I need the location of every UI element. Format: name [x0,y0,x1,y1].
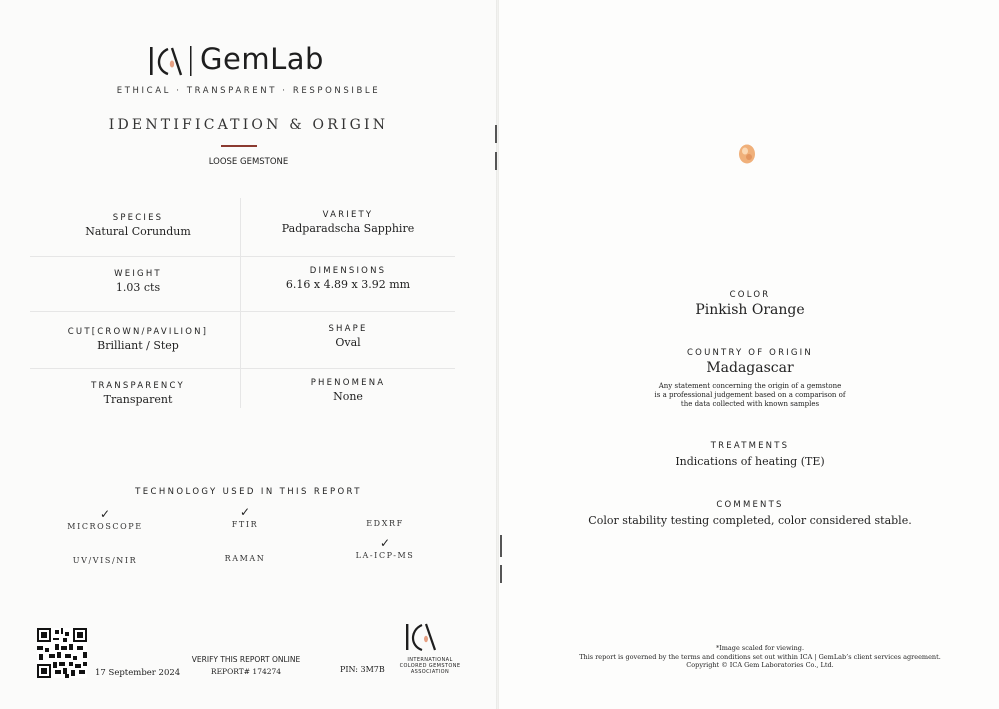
variety-field [243,210,453,235]
binding-mark [500,565,502,583]
origin-value: Madagascar [706,360,794,376]
color-value: Pinkish Orange [695,302,805,318]
transparency-field [33,381,243,406]
ica-logo-icon [148,44,194,78]
page-fold [496,0,499,709]
footnote-line: Copyright © ICA Gem Laboratories Co., Ltd. [686,661,834,669]
origin-note: the data collected with known samples [680,400,820,408]
comments-section [570,500,930,527]
grid-divider [30,311,455,312]
field-label: CUT[CROWN/PAVILION] [67,327,209,337]
field-label: VARIETY [322,210,374,220]
field-label: TRANSPARENCY [91,381,185,391]
color-label: COLOR [729,290,771,300]
tech-raman: RAMAN [224,554,266,563]
association-line: ASSOCIATION [410,669,450,675]
field-value: Oval [335,336,361,349]
treatments-label: TREATMENTS [710,441,790,451]
verify-block [176,655,316,676]
origin-section [570,348,930,409]
footnote-line: *Image scaled for viewing. [715,644,805,652]
origin-note: Any statement concerning the origin of a gemstone [658,382,842,390]
document-title: IDENTIFICATION & ORIGIN [108,117,389,133]
field-value: 1.03 cts [115,281,161,294]
treatments-value: Indications of heating (TE) [675,455,825,468]
shape-field [243,324,453,349]
pin-code: PIN: 3M7B [340,665,385,674]
field-value: Transparent [103,393,173,406]
field-value: 6.16 x 4.89 x 3.92 mm [285,278,411,291]
tech-edxrf: EDXRF [366,519,404,528]
weight-field [33,269,243,294]
binding-mark [500,535,502,557]
check-icon: ✓ [99,507,111,521]
color-section [570,290,930,318]
technology-title: TECHNOLOGY USED IN THIS REPORT [135,487,362,497]
title-divider [221,145,257,147]
tech-microscope: MICROSCOPE [67,522,143,531]
field-value: Brilliant / Step [97,339,179,352]
check-icon: ✓ [379,536,391,550]
field-label: SPECIES [112,213,164,223]
tech-ftir: FTIR [231,520,259,529]
grid-divider [30,368,455,369]
left-page [0,0,497,709]
dimensions-field [243,266,453,291]
origin-note: is a professional judgement based on a comparison of [654,391,846,399]
origin-label: COUNTRY OF ORIGIN [687,348,813,358]
association-line: COLORED GEMSTONE [399,663,461,669]
document-subtitle: LOOSE GEMSTONE [208,157,289,167]
tech-la-icp-ms: LA-ICP-MS [355,551,415,560]
treatments-section [570,441,930,468]
field-value: None [333,390,363,403]
field-label: WEIGHT [114,269,162,279]
verify-label: VERIFY THIS REPORT ONLINE [191,655,301,664]
field-label: DIMENSIONS [309,266,387,276]
legal-footnote [560,644,960,670]
comments-value: Color stability testing completed, color considered stable. [588,514,912,527]
field-label: SHAPE [328,324,368,334]
comments-label: COMMENTS [716,500,784,510]
association-name [390,657,470,675]
report-number: REPORT# 174274 [210,667,282,676]
check-icon: ✓ [239,505,251,519]
cut-field [33,327,243,352]
gemstone-image [737,143,757,165]
field-value: Padparadscha Sapphire [281,222,415,235]
tech-uv-vis-nir: UV/VIS/NIR [72,556,138,565]
tagline: ETHICAL · TRANSPARENT · RESPONSIBLE [116,86,381,96]
grid-divider [30,256,455,257]
association-line: INTERNATIONAL [407,657,453,663]
brand-name: GemLab [200,42,324,76]
qr-code-icon[interactable] [37,628,87,678]
field-value: Natural Corundum [85,225,191,238]
phenomena-field [243,378,453,403]
field-label: PHENOMENA [310,378,386,388]
footnote-line: This report is governed by the terms and conditions set out within ICA | GemLab’s client services agreement. [579,652,941,661]
issue-date: 17 September 2024 [95,668,181,678]
species-field [33,213,243,238]
